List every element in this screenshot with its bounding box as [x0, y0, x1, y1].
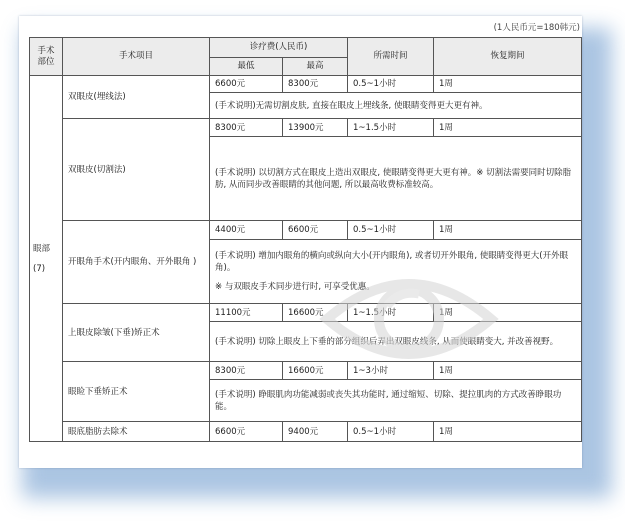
duration: 1~1.5小时	[348, 304, 434, 322]
header-item: 手术项目	[63, 38, 210, 76]
procedure-name: 开眼角手术(开内眼角、开外眼角 )	[63, 221, 210, 304]
table-row	[30, 76, 582, 93]
fee-table	[29, 37, 582, 442]
fee-max: 16600元	[283, 362, 348, 380]
fee-min: 4400元	[210, 221, 283, 240]
procedure-name: 眼睑下垂矫正术	[63, 362, 210, 422]
fee-min: 11100元	[210, 304, 283, 322]
procedure-name: 眼底脂肪去除术	[63, 422, 210, 442]
procedure-description: (手术说明) 睁眼肌肉功能减弱或丧失其功能时, 通过缩短、切除、提拉肌肉的方式改善睁眼功能。	[210, 380, 582, 422]
procedure-name: 双眼皮(埋线法)	[63, 76, 210, 119]
header-row-1	[30, 38, 582, 58]
procedure-name: 上眼皮除皱(下垂)矫正术	[63, 304, 210, 362]
duration: 1~1.5小时	[348, 119, 434, 137]
fee-max: 13900元	[283, 119, 348, 137]
table-row	[30, 362, 582, 380]
recovery: 1周	[434, 362, 582, 380]
recovery: 1周	[434, 119, 582, 137]
duration: 0.5~1小时	[348, 76, 434, 93]
fee-min: 8300元	[210, 362, 283, 380]
document-card	[19, 16, 582, 468]
fee-min: 6600元	[210, 76, 283, 93]
header-part: 手术 部位	[30, 38, 63, 76]
header-min: 最低	[210, 58, 283, 76]
part-count: (7)	[33, 263, 46, 274]
procedure-note: ※ 与双眼皮手术同步进行时, 可享受优惠。	[215, 282, 375, 292]
recovery: 1周	[434, 221, 582, 240]
header-recovery: 恢复期间	[434, 38, 582, 76]
recovery: 1周	[434, 76, 582, 93]
table-row	[30, 119, 582, 137]
duration: 1~3小时	[348, 362, 434, 380]
fee-max: 8300元	[283, 76, 348, 93]
header-time: 所需时间	[348, 38, 434, 76]
part-name: 眼部	[33, 243, 51, 254]
duration: 0.5~1小时	[348, 221, 434, 240]
fee-max: 9400元	[283, 422, 348, 442]
table-row	[30, 304, 582, 322]
header-max: 最高	[283, 58, 348, 76]
fee-max: 6600元	[283, 221, 348, 240]
exchange-rate-note: (1人民币元=180韩元)	[493, 23, 580, 33]
fee-max: 16600元	[283, 304, 348, 322]
table-row	[30, 221, 582, 240]
procedure-description	[210, 240, 582, 304]
duration: 0.5~1小时	[348, 422, 434, 442]
table-row	[30, 422, 582, 442]
procedure-name: 双眼皮(切割法)	[63, 119, 210, 221]
procedure-description-text: (手术说明) 增加内眼角的横向或纵向大小(开内眼角), 或者切开外眼角, 使眼睛变得更大(开外眼角)。	[215, 251, 569, 273]
part-cell	[30, 76, 63, 442]
header-fee: 诊疗费(人民币)	[210, 38, 348, 58]
fee-min: 6600元	[210, 422, 283, 442]
fee-min: 8300元	[210, 119, 283, 137]
procedure-description: (手术说明)无需切割皮肤, 直接在眼皮上埋线条, 使眼睛变得更大更有神。	[210, 93, 582, 119]
recovery: 1周	[434, 304, 582, 322]
procedure-description: (手术说明) 以切割方式在眼皮上造出双眼皮, 使眼睛变得更大更有神。※ 切割法需要同时切除脂肪, 从而同步改善眼睛的其他问题, 所以最高收费标准较高。	[210, 137, 582, 221]
procedure-description: (手术说明) 切除上眼皮上下垂的部分组织后弄出双眼皮线条, 从而使眼睛变大, 并改善视野。	[210, 322, 582, 362]
recovery: 1周	[434, 422, 582, 442]
